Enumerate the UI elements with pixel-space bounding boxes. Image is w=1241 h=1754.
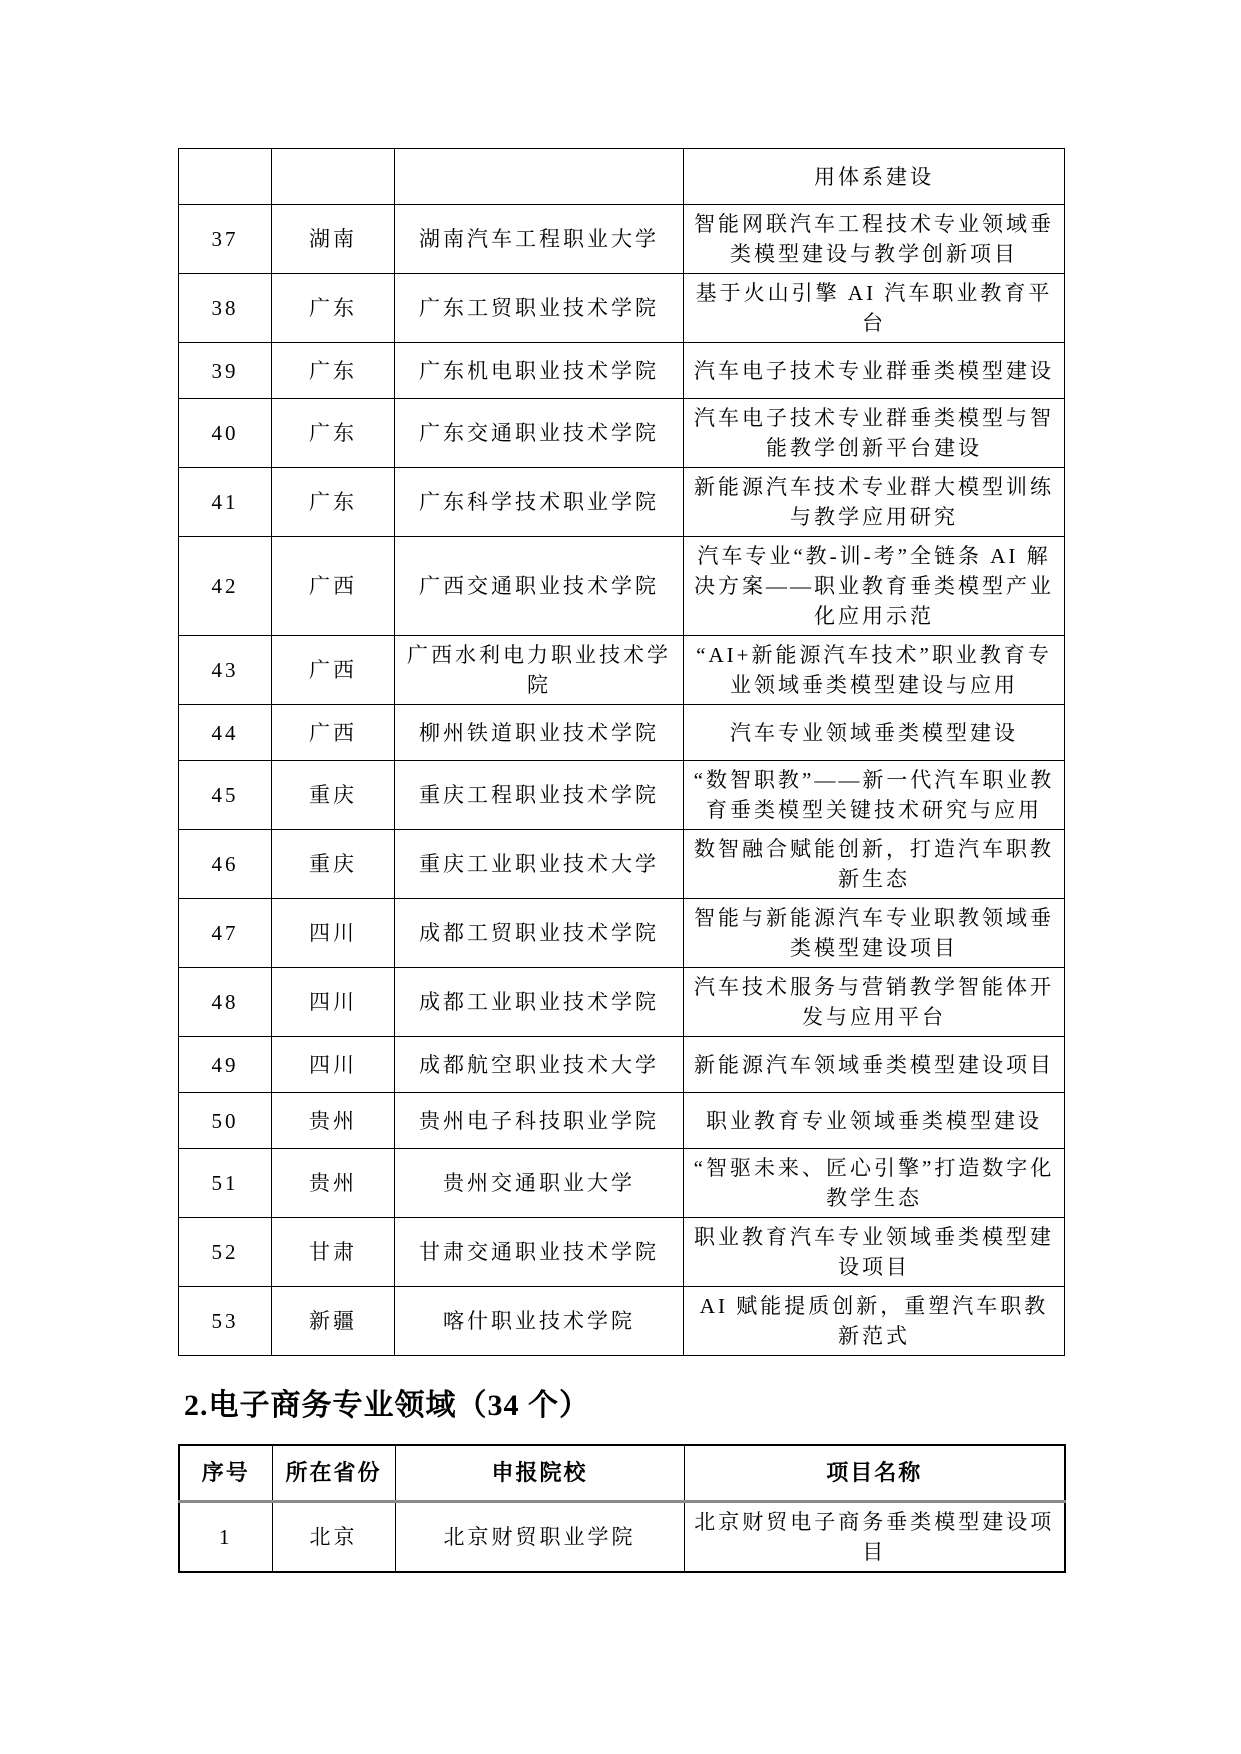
seq-cell: 53 <box>179 1287 272 1356</box>
project-cell: AI 赋能提质创新，重塑汽车职教新范式 <box>684 1287 1065 1356</box>
automotive-row-47 <box>179 899 1065 968</box>
automotive-row-43 <box>179 636 1065 705</box>
project-cell: “AI+新能源汽车技术”职业教育专业领域垂类模型建设与应用 <box>684 636 1065 705</box>
province-cell: 广西 <box>272 705 395 761</box>
automotive-row-42 <box>179 537 1065 636</box>
project-cell: 汽车专业领域垂类模型建设 <box>684 705 1065 761</box>
automotive-projects-table <box>178 148 1065 1356</box>
project-cell: “数智职教”——新一代汽车职业教育垂类模型关键技术研究与应用 <box>684 761 1065 830</box>
province-cell: 广东 <box>272 468 395 537</box>
seq-cell: 52 <box>179 1218 272 1287</box>
seq-cell: 51 <box>179 1149 272 1218</box>
seq-cell: 37 <box>179 205 272 274</box>
seq-cell: 48 <box>179 968 272 1037</box>
project-cell: 数智融合赋能创新，打造汽车职教新生态 <box>684 830 1065 899</box>
seq-cell: 44 <box>179 705 272 761</box>
automotive-row-38 <box>179 274 1065 343</box>
seq-cell <box>179 149 272 205</box>
automotive-row-48 <box>179 968 1065 1037</box>
seq-cell: 49 <box>179 1037 272 1093</box>
ecommerce-projects-table <box>178 1444 1066 1573</box>
automotive-row-40 <box>179 399 1065 468</box>
school-cell <box>395 149 684 205</box>
school-cell: 成都航空职业技术大学 <box>395 1037 684 1093</box>
province-cell: 新疆 <box>272 1287 395 1356</box>
province-cell: 四川 <box>272 1037 395 1093</box>
seq-cell: 43 <box>179 636 272 705</box>
project-cell: 职业教育汽车专业领域垂类模型建设项目 <box>684 1218 1065 1287</box>
automotive-row-51 <box>179 1149 1065 1218</box>
table-header-row <box>179 1445 1065 1501</box>
province-cell: 广西 <box>272 636 395 705</box>
ecommerce-row-1 <box>179 1501 1065 1572</box>
seq-cell: 45 <box>179 761 272 830</box>
province-cell: 广东 <box>272 343 395 399</box>
automotive-row-41 <box>179 468 1065 537</box>
province-cell: 广东 <box>272 274 395 343</box>
seq-cell: 47 <box>179 899 272 968</box>
project-cell: 智能网联汽车工程技术专业领域垂类模型建设与教学创新项目 <box>684 205 1065 274</box>
school-cell: 贵州交通职业大学 <box>395 1149 684 1218</box>
school-cell: 湖南汽车工程职业大学 <box>395 205 684 274</box>
school-cell: 喀什职业技术学院 <box>395 1287 684 1356</box>
school-cell: 贵州电子科技职业学院 <box>395 1093 684 1149</box>
province-cell: 重庆 <box>272 761 395 830</box>
seq-cell: 50 <box>179 1093 272 1149</box>
header-school: 申报院校 <box>395 1445 684 1501</box>
automotive-row-37 <box>179 205 1065 274</box>
project-cell: “智驱未来、匠心引擎”打造数字化教学生态 <box>684 1149 1065 1218</box>
seq-cell: 42 <box>179 537 272 636</box>
province-cell: 重庆 <box>272 830 395 899</box>
school-cell: 广西交通职业技术学院 <box>395 537 684 636</box>
project-cell: 新能源汽车技术专业群大模型训练与教学应用研究 <box>684 468 1065 537</box>
school-cell: 甘肃交通职业技术学院 <box>395 1218 684 1287</box>
school-cell: 柳州铁道职业技术学院 <box>395 705 684 761</box>
seq-cell: 1 <box>179 1501 272 1572</box>
school-cell: 广东工贸职业技术学院 <box>395 274 684 343</box>
project-cell-carryover: 用体系建设 <box>684 149 1065 205</box>
automotive-row-50 <box>179 1093 1065 1149</box>
province-cell: 贵州 <box>272 1149 395 1218</box>
project-cell: 汽车专业“教-训-考”全链条 AI 解决方案——职业教育垂类模型产业化应用示范 <box>684 537 1065 636</box>
project-cell: 智能与新能源汽车专业职教领域垂类模型建设项目 <box>684 899 1065 968</box>
carryover-row <box>179 149 1065 205</box>
seq-cell: 41 <box>179 468 272 537</box>
province-cell: 甘肃 <box>272 1218 395 1287</box>
school-cell: 成都工业职业技术学院 <box>395 968 684 1037</box>
automotive-row-45 <box>179 761 1065 830</box>
seq-cell: 40 <box>179 399 272 468</box>
province-cell: 广西 <box>272 537 395 636</box>
province-cell <box>272 149 395 205</box>
school-cell: 广西水利电力职业技术学院 <box>395 636 684 705</box>
project-cell: 北京财贸电子商务垂类模型建设项目 <box>684 1501 1065 1572</box>
automotive-row-39 <box>179 343 1065 399</box>
automotive-row-46 <box>179 830 1065 899</box>
province-cell: 北京 <box>272 1501 395 1572</box>
seq-cell: 39 <box>179 343 272 399</box>
header-project: 项目名称 <box>684 1445 1065 1501</box>
project-cell: 汽车电子技术专业群垂类模型建设 <box>684 343 1065 399</box>
automotive-row-53 <box>179 1287 1065 1356</box>
school-cell: 广东机电职业技术学院 <box>395 343 684 399</box>
province-cell: 湖南 <box>272 205 395 274</box>
school-cell: 成都工贸职业技术学院 <box>395 899 684 968</box>
province-cell: 贵州 <box>272 1093 395 1149</box>
header-seq: 序号 <box>179 1445 272 1501</box>
seq-cell: 46 <box>179 830 272 899</box>
header-province: 所在省份 <box>272 1445 395 1501</box>
section-2-heading: 2.电子商务专业领域（34 个） <box>184 1389 590 1422</box>
project-cell: 基于火山引擎 AI 汽车职业教育平台 <box>684 274 1065 343</box>
school-cell: 广东交通职业技术学院 <box>395 399 684 468</box>
automotive-row-52 <box>179 1218 1065 1287</box>
school-cell: 重庆工程职业技术学院 <box>395 761 684 830</box>
school-cell: 广东科学技术职业学院 <box>395 468 684 537</box>
school-cell: 北京财贸职业学院 <box>395 1501 684 1572</box>
automotive-row-44 <box>179 705 1065 761</box>
seq-cell: 38 <box>179 274 272 343</box>
project-cell: 新能源汽车领域垂类模型建设项目 <box>684 1037 1065 1093</box>
project-cell: 汽车电子技术专业群垂类模型与智能教学创新平台建设 <box>684 399 1065 468</box>
province-cell: 四川 <box>272 899 395 968</box>
province-cell: 四川 <box>272 968 395 1037</box>
project-cell: 职业教育专业领域垂类模型建设 <box>684 1093 1065 1149</box>
project-cell: 汽车技术服务与营销教学智能体开发与应用平台 <box>684 968 1065 1037</box>
school-cell: 重庆工业职业技术大学 <box>395 830 684 899</box>
province-cell: 广东 <box>272 399 395 468</box>
automotive-row-49 <box>179 1037 1065 1093</box>
